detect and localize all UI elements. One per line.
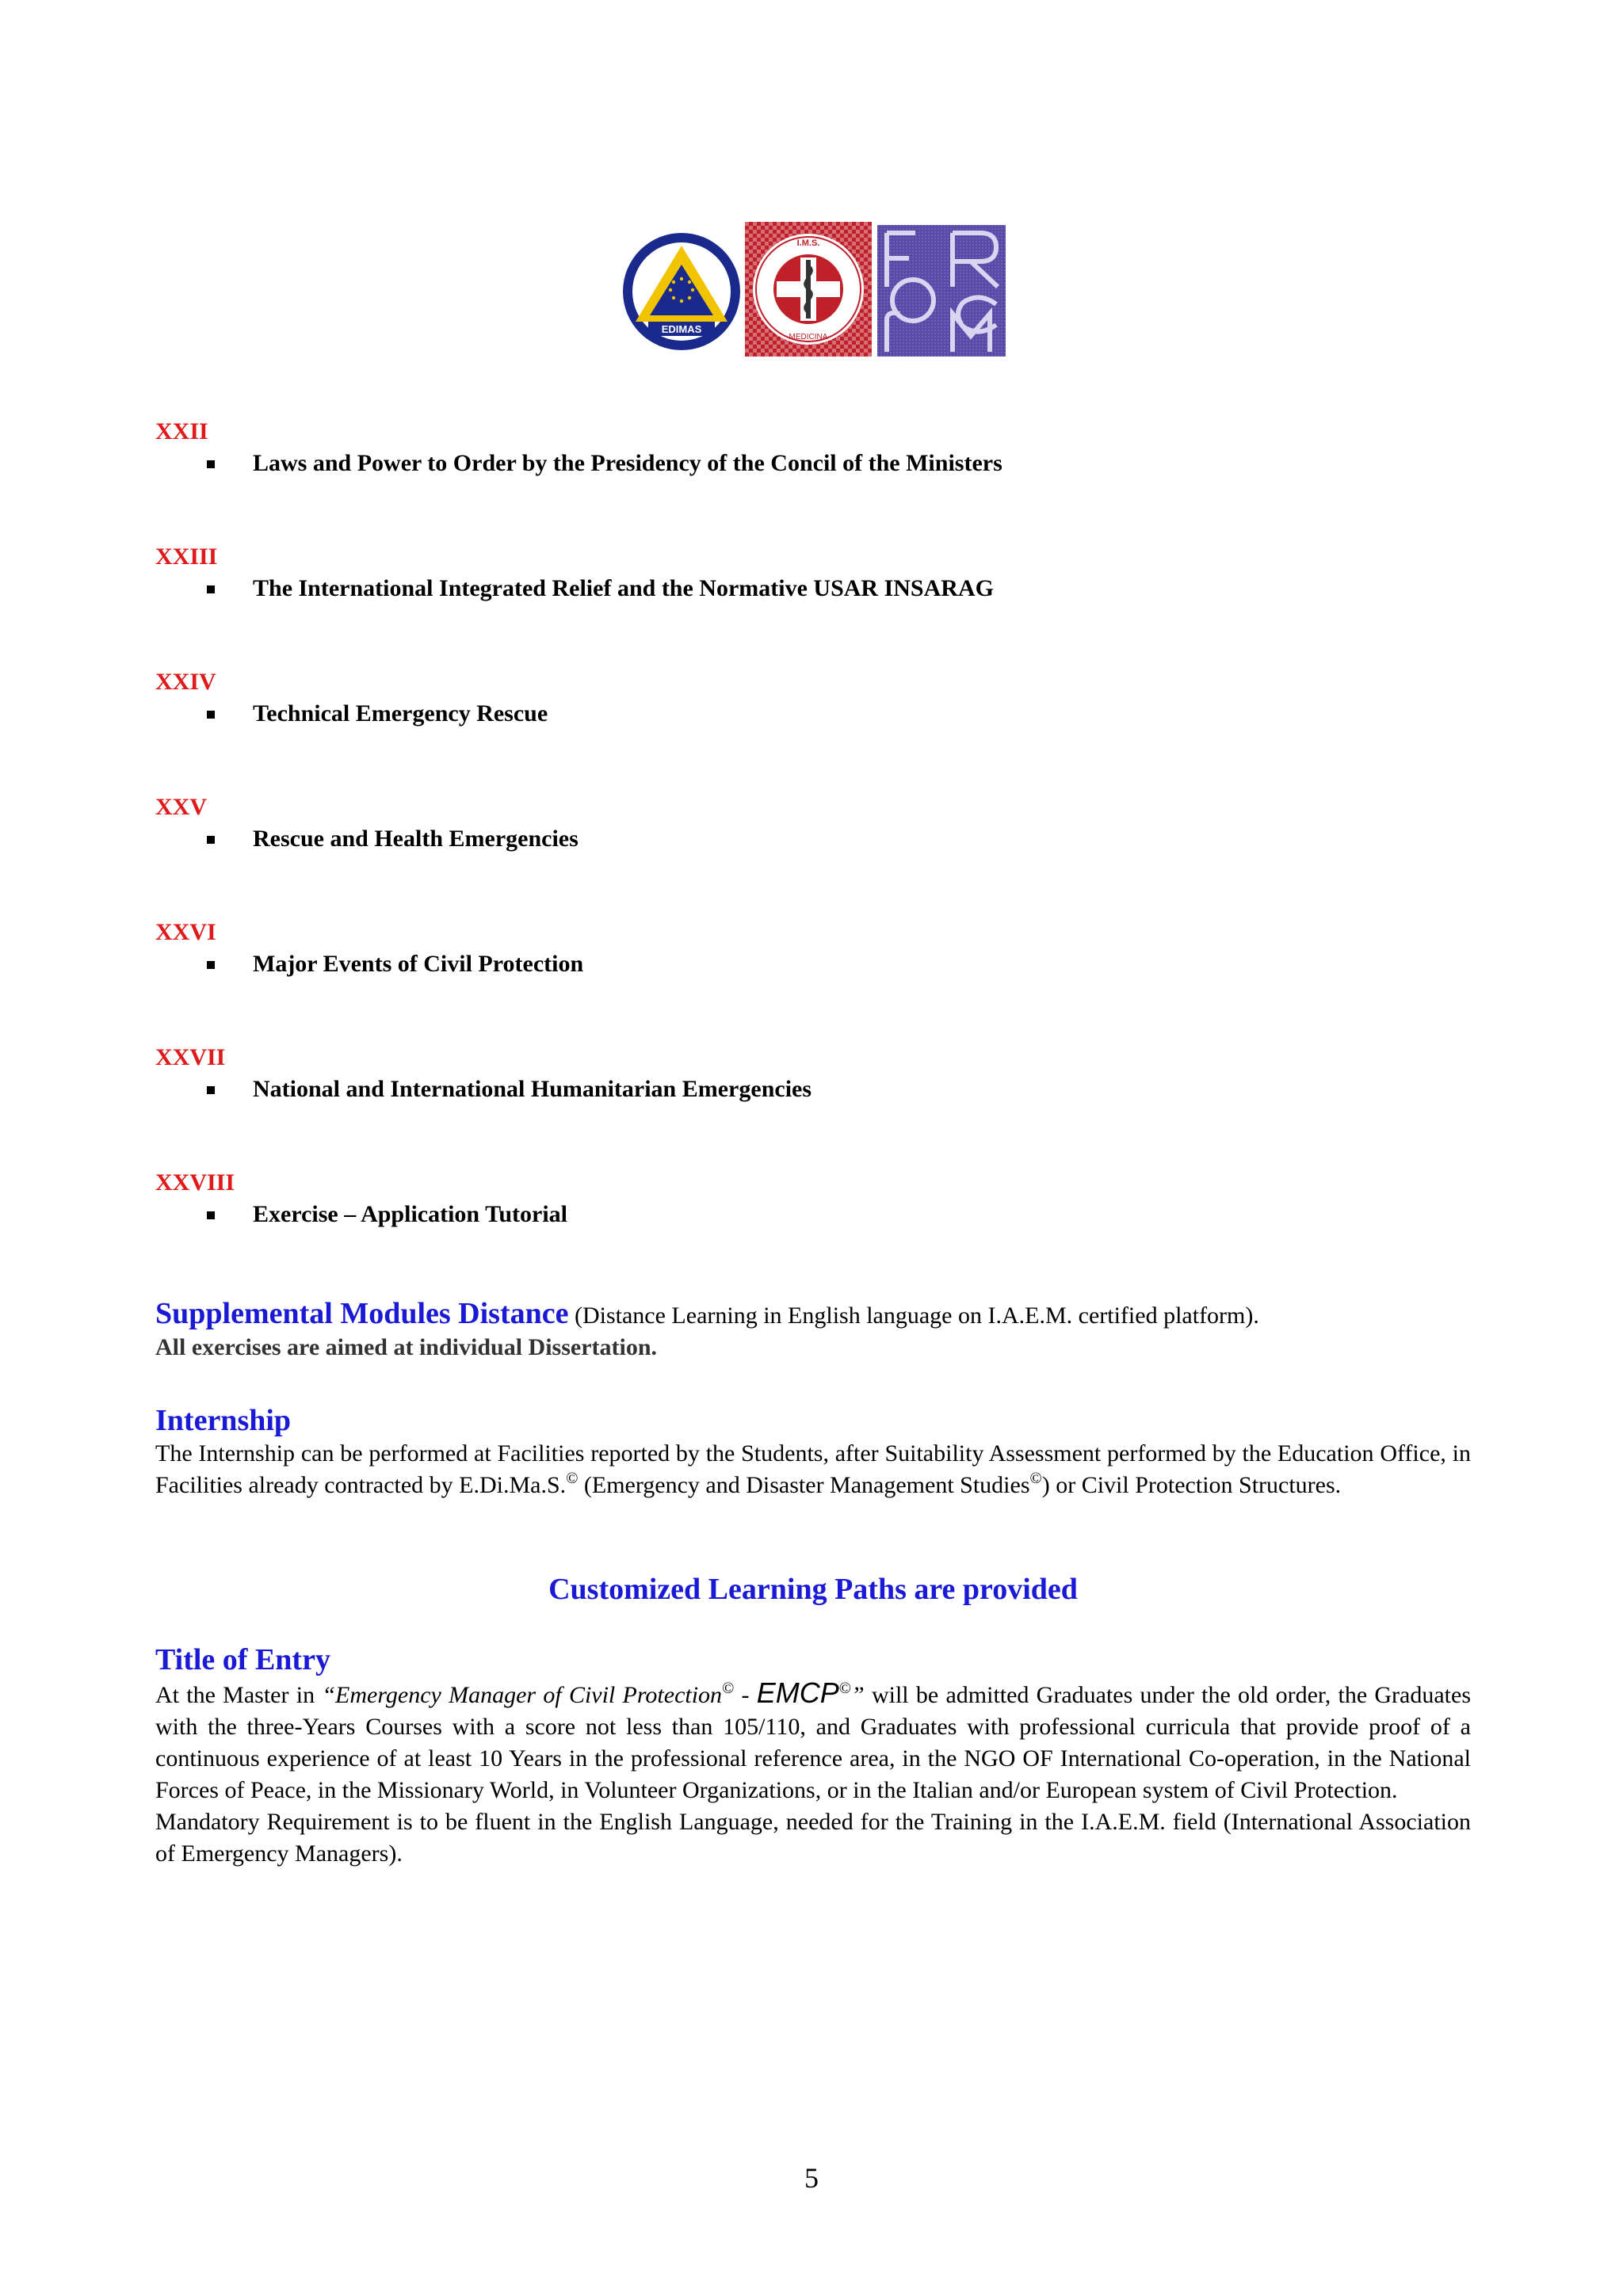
supplemental-section bbox=[155, 1296, 1471, 1363]
square-bullet-icon bbox=[207, 460, 215, 468]
module-title-text: Exercise – Application Tutorial bbox=[253, 1201, 567, 1227]
module-title bbox=[155, 1200, 1471, 1229]
copyright-mark: © bbox=[722, 1680, 735, 1697]
forcm-logo-icon bbox=[877, 225, 1006, 357]
module-xxiv bbox=[155, 668, 1471, 793]
module-title-text: Technical Emergency Rescue bbox=[253, 700, 548, 727]
forcm-logo-text: FORCM bbox=[940, 355, 943, 356]
supplemental-heading: Supplemental Modules Distance bbox=[155, 1297, 569, 1330]
copyright-mark: © bbox=[566, 1470, 579, 1487]
square-bullet-icon bbox=[207, 836, 215, 844]
entry-quote: ” bbox=[851, 1682, 865, 1708]
square-bullet-icon bbox=[207, 1211, 215, 1219]
entry-master-title: “Emergency Manager of Civil Protection bbox=[322, 1682, 723, 1708]
module-title bbox=[155, 449, 1471, 478]
edimas-logo-icon bbox=[618, 228, 745, 355]
page-number: 5 bbox=[804, 2162, 819, 2194]
internship-section bbox=[155, 1403, 1471, 1501]
entry-text: At the Master in bbox=[155, 1682, 323, 1708]
supplemental-line bbox=[155, 1296, 1471, 1332]
customized-heading: Customized Learning Paths are provided bbox=[548, 1573, 1078, 1606]
square-bullet-icon bbox=[207, 711, 215, 719]
title-of-entry-requirement: Mandatory Requirement is to be fluent in the English Language, needed for the Training in the I.A.E.M. field (International Association of Emergency Managers). bbox=[155, 1809, 1471, 1867]
module-number: XXV bbox=[155, 794, 207, 820]
module-number: XXIV bbox=[155, 669, 216, 695]
internship-heading: Internship bbox=[155, 1404, 292, 1437]
module-title-text: Rescue and Health Emergencies bbox=[253, 826, 579, 852]
customized-section bbox=[155, 1572, 1471, 1607]
module-number: XXVIII bbox=[155, 1169, 235, 1196]
ims-medicine-seal-icon bbox=[745, 222, 872, 357]
module-title-text: Laws and Power to Order by the Presidency of the Concil of the Ministers bbox=[253, 450, 1002, 476]
module-title bbox=[155, 574, 1471, 603]
title-of-entry-section bbox=[155, 1642, 1471, 1870]
module-number: XXVII bbox=[155, 1044, 226, 1070]
module-title bbox=[155, 700, 1471, 728]
module-title-text: The International Integrated Relief and the Normative USAR INSARAG bbox=[253, 575, 994, 601]
module-title bbox=[155, 1075, 1471, 1104]
module-xxviii bbox=[155, 1169, 1471, 1294]
entry-text: will be admitted Graduates under the old order, the Graduates with the three-Years Courses with a score not less than 105/110, and Graduates with professional curricula that provide proof of a continuous experience of at least 10 Years in the professional reference area, in the NGO OF International Co-operation, in the National Forces of Peace, in the Missionary World, in Volunteer Organizations, or in the Italian and/or European system of Civil Protection. bbox=[155, 1682, 1472, 1803]
entry-dash: - bbox=[734, 1682, 757, 1708]
title-of-entry-heading: Title of Entry bbox=[155, 1643, 330, 1676]
title-of-entry-paragraph bbox=[155, 1677, 1471, 1806]
square-bullet-icon bbox=[207, 961, 215, 969]
square-bullet-icon bbox=[207, 585, 215, 593]
edimas-logo-text: EDIMAS bbox=[661, 323, 702, 335]
module-number: XXVI bbox=[155, 919, 216, 945]
module-title-text: Major Events of Civil Protection bbox=[253, 951, 584, 977]
module-xxvi bbox=[155, 918, 1471, 1043]
ims-seal-text-bottom: MEDICINA bbox=[789, 333, 828, 341]
module-xxvii bbox=[155, 1043, 1471, 1169]
copyright-mark: © bbox=[1029, 1470, 1042, 1487]
module-xxv bbox=[155, 793, 1471, 918]
entry-emcp: EMCP bbox=[756, 1676, 839, 1709]
supplemental-subline: All exercises are aimed at individual Dissertation. bbox=[155, 1334, 658, 1360]
supplemental-note: (Distance Learning in English language on I.A.E.M. certified platform). bbox=[568, 1302, 1259, 1329]
internship-text: (Emergency and Disaster Management Studies bbox=[578, 1472, 1030, 1498]
module-title-text: National and International Humanitarian Emergencies bbox=[253, 1076, 812, 1102]
module-number: XXIII bbox=[155, 543, 218, 570]
modules-list bbox=[155, 418, 1471, 1294]
module-number: XXII bbox=[155, 418, 208, 444]
module-title bbox=[155, 950, 1471, 978]
ims-seal-text-top: I.M.S. bbox=[796, 238, 820, 248]
internship-text: The Internship can be performed at Facilities reported by the Students, after Suitability Assessment performed by the Education Office, in Facilities already contracted by E.Di.Ma.S. bbox=[155, 1440, 1471, 1498]
module-title bbox=[155, 825, 1471, 853]
internship-text: ) or Civil Protection Structures. bbox=[1041, 1472, 1342, 1498]
module-xxii bbox=[155, 418, 1471, 543]
internship-body bbox=[155, 1438, 1471, 1501]
copyright-mark: © bbox=[838, 1680, 851, 1697]
module-xxiii bbox=[155, 543, 1471, 668]
square-bullet-icon bbox=[207, 1086, 215, 1094]
